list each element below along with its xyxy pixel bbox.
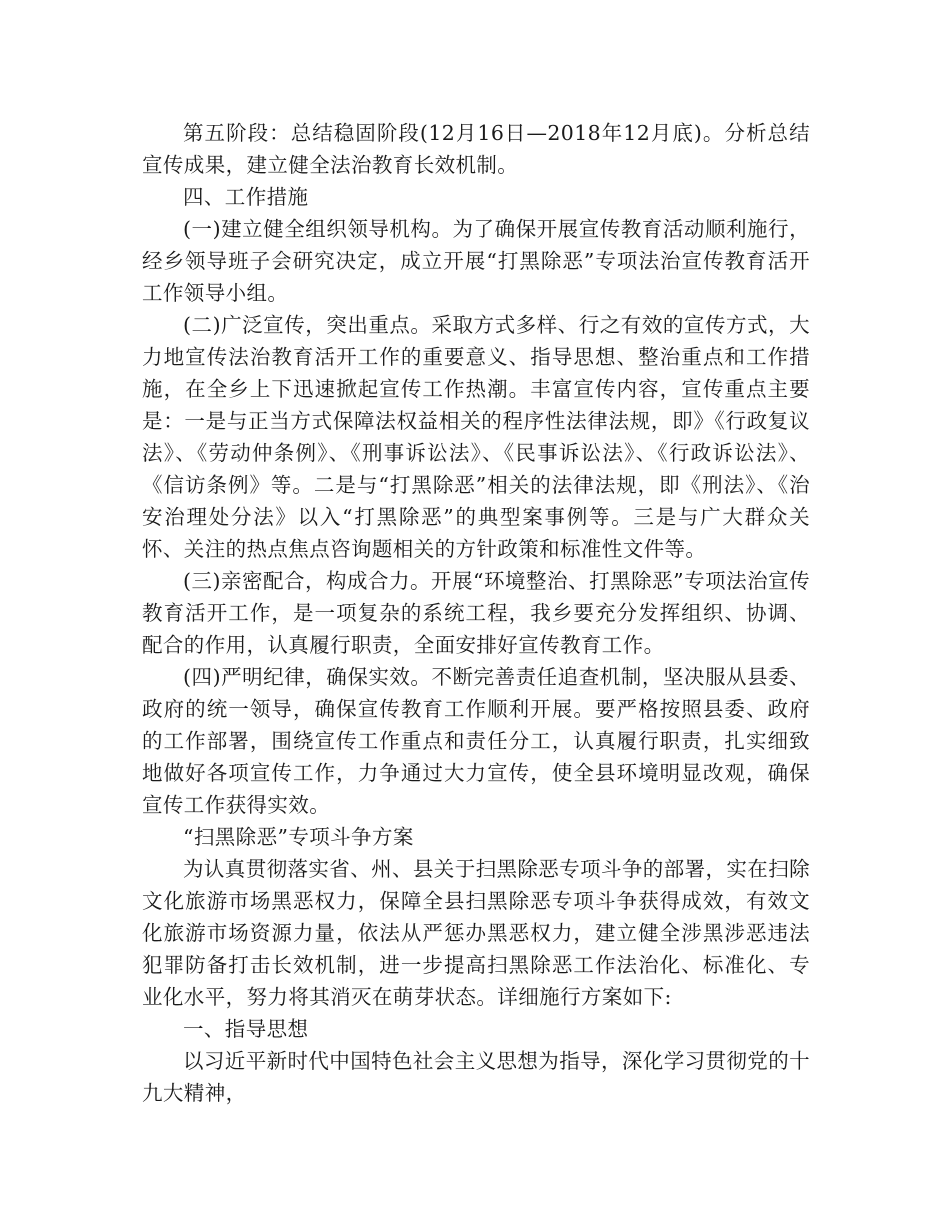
heading-campaign-plan: “扫黑除恶”专项斗争方案	[183, 825, 414, 849]
heading-guiding-ideology: 一、指导思想	[183, 1017, 309, 1041]
heading-work-measures: 四、工作措施	[183, 185, 309, 209]
document-body	[142, 117, 810, 1109]
paragraph-plan-intro: 为认真贯彻落实省、州、县关于扫黑除恶专项斗争的部署，实在扫除文化旅游市场黑恶权力，保障全县扫黑除恶专项斗争获得成效，有效文化旅游市场资源力量，依法从严惩办黑恶权力，建立健全涉黑涉恶违法犯罪防备打击长效机制，进一步提高扫黑除恶工作法治化、标准化、专业化水平，努力将其消灭在萌芽状态。详细施行方案如下:	[142, 857, 810, 1009]
paragraph-measure-one: (一)建立健全组织领导机构。为了确保开展宣传教育活动顺利施行，经乡领导班子会研究决定，成立开展“打黑除恶”专项法治宣传教育活开工作领导小组。	[142, 217, 810, 305]
paragraph-guiding-ideology: 以习近平新时代中国特色社会主义思想为指导，深化学习贯彻党的十九大精神，	[142, 1049, 810, 1105]
paragraph-measure-three: (三)亲密配合，构成合力。开展“环境整治、打黑除恶”专项法治宣传教育活开工作，是一项复杂的系统工程，我乡要充分发挥组织、协调、配合的作用，认真履行职责，全面安排好宣传教育工作。	[142, 569, 810, 657]
paragraph-measure-four: (四)严明纪律，确保实效。不断完善责任追查机制，坚决服从县委、政府的统一领导，确保宣传教育工作顺利开展。要严格按照县委、政府的工作部署，围绕宣传工作重点和责任分工，认真履行职责，扎实细致地做好各项宣传工作，力争通过大力宣传，使全县环境明显改观，确保宣传工作获得实效。	[142, 665, 810, 817]
paragraph-measure-two: (二)广泛宣传，突出重点。采取方式多样、行之有效的宣传方式，大力地宣传法治教育活开工作的重要意义、指导思想、整治重点和工作措施，在全乡上下迅速掀起宣传工作热潮。丰富宣传内容，宣传重点主要是：一是与正当方式保障法权益相关的程序性法律法规，即》《行政复议法》、《劳动仲条例》、《刑事诉讼法》、《民事诉讼法》、《行政诉讼法》、《信访条例》等。二是与“打黑除恶”相关的法律法规，即《刑法》、《治安治理处分法》以入“打黑除恶”的典型案事例等。三是与广大群众关怀、关注的热点焦点咨询题相关的方针政策和标准性文件等。	[142, 313, 810, 561]
paragraph-stage-five: 第五阶段：总结稳固阶段(12月16日—2018年12月底)。分析总结宣传成果，建立健全法治教育长效机制。	[142, 121, 810, 177]
